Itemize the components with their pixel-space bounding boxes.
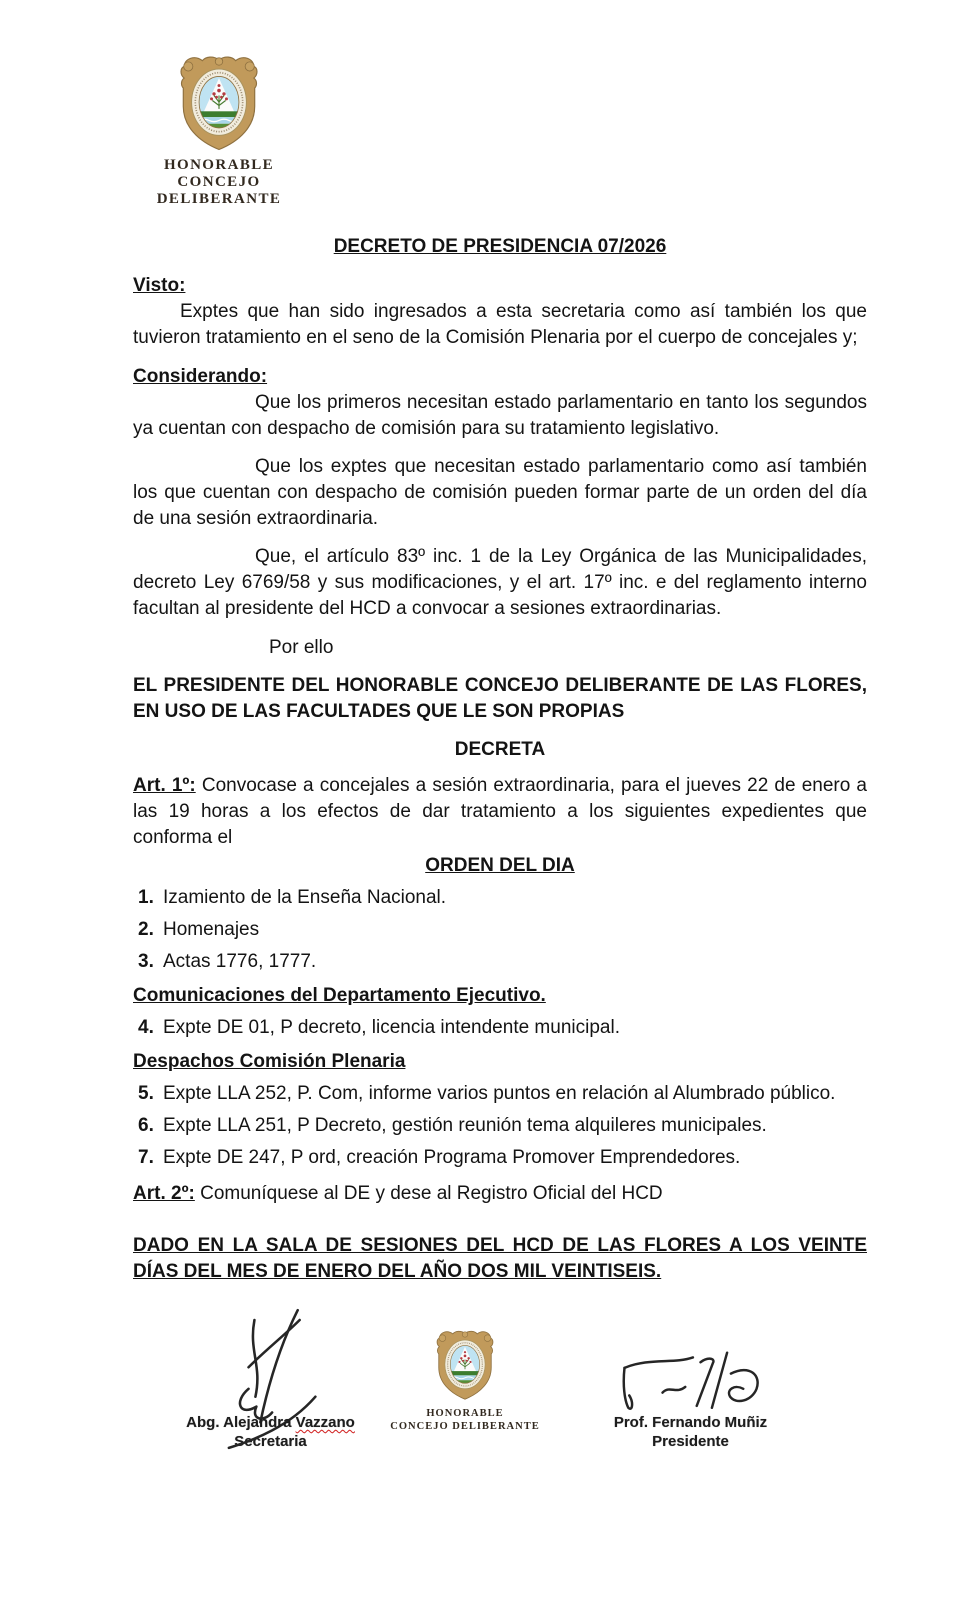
decreta-heading: DECRETA (454, 739, 546, 760)
article-1 (133, 773, 867, 851)
header-crest-block (133, 54, 305, 208)
signatory-name-part2: Vazzano (295, 1414, 355, 1431)
crest-caption-line2: CONCEJO DELIBERANTE (156, 174, 282, 207)
closing-statement (133, 1233, 867, 1285)
agenda-item-number: 1. (138, 887, 154, 908)
agenda-item-text: Expte LLA 251, P Decreto, gestión reunión tema alquileres municipales. (163, 1115, 767, 1136)
signatory-role: Presidente (652, 1433, 729, 1450)
agenda-item-2 (133, 917, 867, 943)
considerando-paragraph-1: Que los primeros necesitan estado parlamentario en tanto los segundos ya cuentan con despacho de comisión para su tratamiento legislativo. (133, 392, 867, 439)
agenda-item-number: 2. (138, 919, 154, 940)
agenda-item-text: Expte LLA 252, P. Com, informe varios puntos en relación al Alumbrado público. (163, 1083, 836, 1104)
agenda-item-text: Expte DE 01, P decreto, licencia intendente municipal. (163, 1017, 620, 1038)
document-content (133, 0, 867, 1481)
footer-crest-caption-line1: HONORABLE (426, 1408, 504, 1419)
agenda-item-5 (133, 1081, 867, 1107)
article-1-label: Art. 1º: (133, 775, 196, 796)
crest-logo-small-icon (434, 1329, 496, 1401)
article-2-text: Comuníquese al DE y dese al Registro Oficial del HCD (200, 1183, 663, 1204)
por-ello-line: Por ello (269, 637, 334, 658)
agenda-item-number: 7. (138, 1147, 154, 1168)
agenda-item-6 (133, 1113, 867, 1139)
footer-crest-block (385, 1329, 545, 1433)
signatory-name-part1: Abg. Alejandra (186, 1414, 292, 1431)
signature-row (133, 1321, 867, 1481)
section-heading-comunicaciones: Comunicaciones del Departamento Ejecutivo. (133, 985, 546, 1006)
agenda-item-7 (133, 1145, 867, 1171)
signatory-name: Prof. Fernando Muñiz (613, 1414, 768, 1431)
document-title: DECRETO DE PRESIDENCIA 07/2026 (333, 236, 667, 257)
closing-statement-text: DADO EN LA SALA DE SESIONES DEL HCD DE LAS FLORES A LOS VEINTE DÍAS DEL MES DE ENERO DEL AÑO DOS MIL VEINTISEIS. (133, 1235, 867, 1282)
crest-logo-icon (177, 54, 261, 152)
signature-scribble-icon (615, 1347, 767, 1423)
article-2-label: Art. 2º: (133, 1183, 195, 1204)
agenda-item-text: Expte DE 247, P ord, creación Programa Promover Emprendedores. (163, 1147, 741, 1168)
signature-presidente (583, 1321, 798, 1451)
signature-secretaria (163, 1321, 378, 1451)
considerando-paragraph-3: Que, el artículo 83º inc. 1 de la Ley Orgánica de las Municipalidades, decreto Ley 6769/58 y sus modificaciones, y el art. 17º inc. e del reglamento interno facultan al presidente del HCD a convocar a sesiones extraordinarias. (133, 546, 867, 619)
agenda-item-text: Homenajes (163, 919, 260, 940)
signatory-role: Secretaria (234, 1433, 307, 1450)
visto-heading: Visto: (133, 275, 186, 296)
agenda-item-number: 6. (138, 1115, 154, 1136)
agenda-item-number: 3. (138, 951, 154, 972)
article-1-text: Convocase a concejales a sesión extraordinaria, para el jueves 22 de enero a las 19 horas a los efectos de dar tratamiento a los siguientes expedientes que conforma el (133, 775, 867, 848)
agenda-item-1 (133, 885, 867, 911)
orden-del-dia-heading: ORDEN DEL DIA (425, 855, 575, 876)
section-heading-despachos: Despachos Comisión Plenaria (133, 1051, 406, 1072)
agenda-item-text: Actas 1776, 1777. (163, 951, 317, 972)
footer-crest-caption-line2: CONCEJO DELIBERANTE (390, 1421, 540, 1432)
article-2 (133, 1181, 867, 1207)
signatory-name (163, 1413, 378, 1432)
agenda-item-4 (133, 1015, 867, 1041)
crest-caption-line1: HONORABLE (163, 157, 275, 173)
agenda-item-number: 5. (138, 1083, 154, 1104)
authority-statement: EL PRESIDENTE DEL HONORABLE CONCEJO DELIBERANTE DE LAS FLORES, EN USO DE LAS FACULTADES QUE LE SON PROPIAS (133, 675, 867, 722)
considerando-paragraph-2: Que los exptes que necesitan estado parlamentario como así también los que cuentan con despacho de comisión pueden formar parte de un orden del día de una sesión extraordinaria. (133, 456, 867, 529)
visto-paragraph: Exptes que han sido ingresados a esta secretaria como así también los que tuvieron tratamiento en el seno de la Comisión Plenaria por el cuerpo de concejales y; (133, 301, 867, 348)
agenda-item-text: Izamiento de la Enseña Nacional. (163, 887, 447, 908)
agenda-item-3 (133, 949, 867, 975)
considerando-heading: Considerando: (133, 366, 268, 387)
agenda-item-number: 4. (138, 1017, 154, 1038)
